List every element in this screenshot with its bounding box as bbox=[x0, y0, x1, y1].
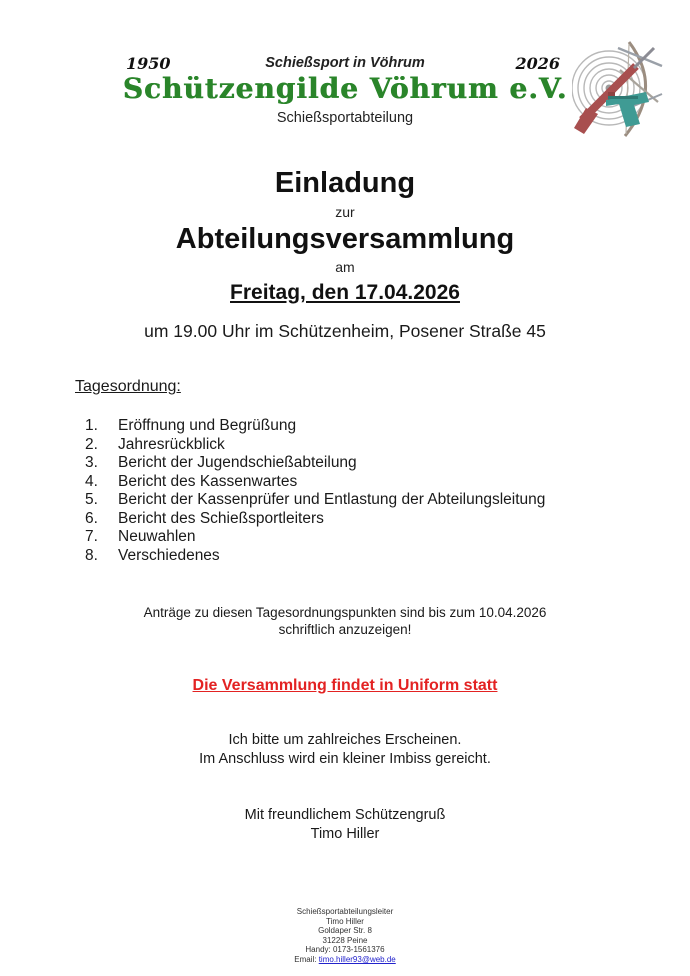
agenda-item bbox=[85, 547, 670, 566]
agenda-list bbox=[85, 417, 670, 565]
agenda-item-label: Bericht des Kassenwartes bbox=[118, 472, 298, 490]
motions-deadline-line2: schriftlich anzuzeigen! bbox=[278, 622, 412, 637]
footer-email-line bbox=[0, 955, 690, 965]
greeting-line: Mit freundlichem Schützengruß bbox=[244, 807, 446, 823]
motions-deadline-line1: Anträge zu diesen Tagesordnungspunkten sind bis zum 10.04.2026 bbox=[143, 605, 547, 620]
agenda-item-label: Eröffnung und Begrüßung bbox=[118, 417, 297, 434]
invitation-connector-am: am bbox=[335, 259, 355, 275]
agenda-item-number: 7. bbox=[85, 528, 98, 545]
footer-role: Schießsportabteilungsleiter bbox=[296, 907, 394, 916]
founding-year: 1950 bbox=[126, 54, 171, 73]
agenda-item-label: Verschiedenes bbox=[118, 546, 220, 564]
event-name: Abteilungsversammlung bbox=[175, 223, 515, 255]
agenda-item bbox=[85, 454, 670, 473]
agenda-heading: Tagesordnung: bbox=[75, 378, 181, 395]
footer-email-label: Email: bbox=[294, 954, 317, 964]
closing-request bbox=[0, 731, 690, 769]
agenda-item-label: Bericht der Jugendschießabteilung bbox=[118, 454, 357, 471]
footer-city: 31228 Peine bbox=[322, 935, 368, 945]
agenda-item-number: 8. bbox=[85, 546, 98, 564]
agenda-item bbox=[85, 510, 670, 529]
uniform-notice: Die Versammlung findet in Uniform statt bbox=[192, 677, 498, 694]
footer-name: Timo Hiller bbox=[326, 916, 364, 926]
agenda-item bbox=[85, 528, 670, 547]
agenda-item-label: Neuwahlen bbox=[118, 528, 196, 545]
anniversary-year: 2026 bbox=[515, 54, 560, 73]
header-subtitle: Schießsport in Vöhrum bbox=[265, 55, 425, 71]
contact-footer bbox=[0, 907, 690, 965]
agenda-item-number: 5. bbox=[85, 491, 98, 508]
agenda-item bbox=[85, 436, 670, 455]
agenda-item bbox=[85, 417, 670, 436]
event-date: Freitag, den 17.04.2026 bbox=[230, 281, 460, 304]
agenda-item-label: Bericht der Kassenprüfer und Entlastung der Abteilungsleitung bbox=[118, 491, 546, 508]
footer-street: Goldaper Str. 8 bbox=[318, 926, 372, 936]
club-name: Schützengilde Vöhrum e.V. bbox=[122, 72, 568, 105]
agenda-item-label: Bericht des Schießsportleiters bbox=[118, 509, 324, 527]
agenda-item-number: 4. bbox=[85, 472, 98, 490]
agenda-item-number: 2. bbox=[85, 435, 98, 453]
agenda-item-number: 3. bbox=[85, 454, 98, 471]
invitation-title: Einladung bbox=[274, 167, 416, 199]
department-name: Schießsportabteilung bbox=[276, 110, 414, 126]
agenda-item bbox=[85, 473, 670, 492]
agenda-item-label: Jahresrückblick bbox=[118, 435, 225, 453]
invitation-connector-zur: zur bbox=[335, 204, 355, 220]
agenda-item-number: 1. bbox=[85, 417, 98, 434]
event-time-place: um 19.00 Uhr im Schützenheim, Posener Straße 45 bbox=[144, 321, 546, 341]
signature-name: Timo Hiller bbox=[310, 825, 380, 842]
motions-deadline-note bbox=[0, 604, 690, 638]
email-link[interactable]: timo.hiller93@web.de bbox=[318, 954, 396, 964]
signature-block bbox=[0, 806, 690, 843]
agenda-item bbox=[85, 491, 670, 510]
closing-line1: Ich bitte um zahlreiches Erscheinen. bbox=[228, 732, 462, 748]
closing-line2: Im Anschluss wird ein kleiner Imbiss gereicht. bbox=[199, 751, 491, 767]
agenda-item-number: 6. bbox=[85, 509, 98, 527]
footer-phone: Handy: 0173-1561376 bbox=[305, 945, 385, 955]
